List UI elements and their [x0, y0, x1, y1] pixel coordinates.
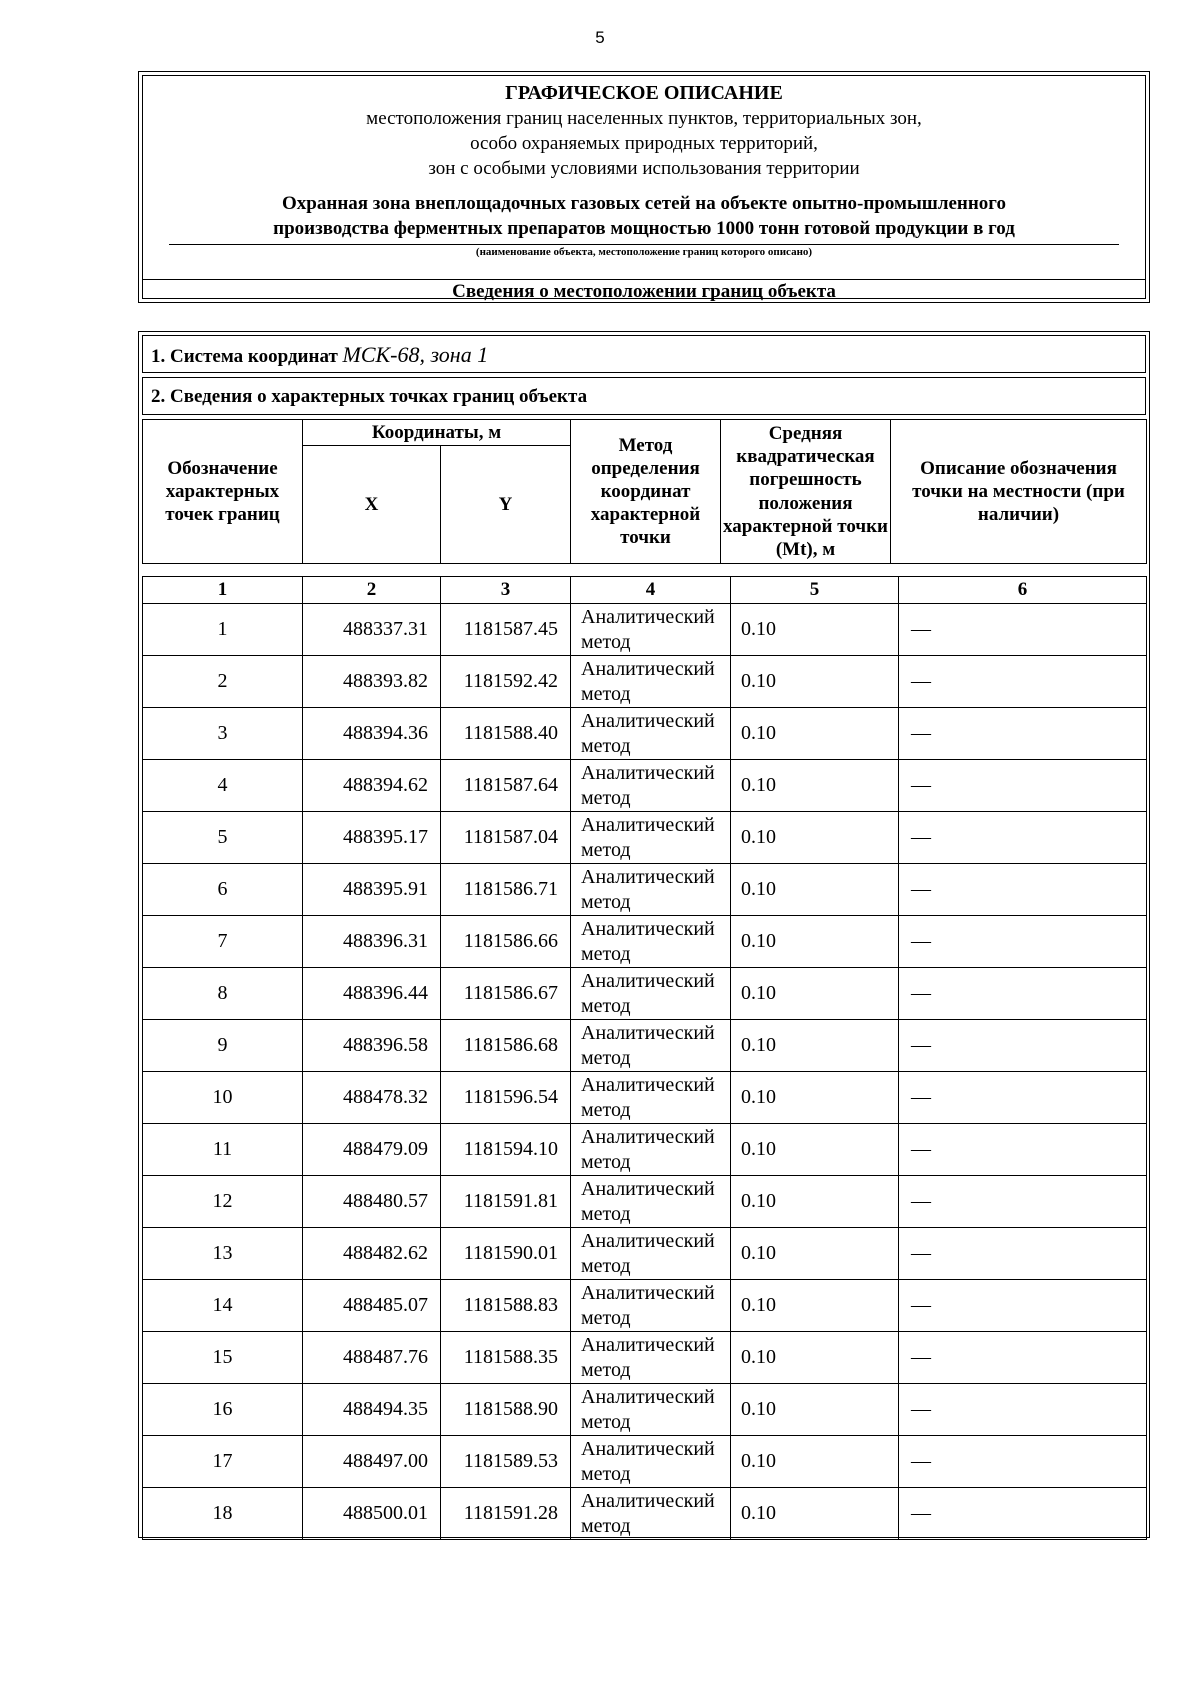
point-number: 9 — [143, 1020, 303, 1072]
header-box — [138, 71, 1150, 303]
point-description: — — [899, 1384, 1147, 1436]
point-y: 1181588.90 — [441, 1384, 571, 1436]
point-number: 6 — [143, 864, 303, 916]
point-x: 488395.17 — [303, 812, 441, 864]
table-row — [143, 1332, 1147, 1384]
table-header — [142, 419, 1147, 564]
point-x: 488396.31 — [303, 916, 441, 968]
point-method: Аналитический метод — [571, 812, 731, 864]
point-error: 0.10 — [731, 1072, 899, 1124]
point-x: 488500.01 — [303, 1488, 441, 1540]
header-error-text: Средняя квадратическая погрешность положения характерной точки (Mt), м — [723, 422, 888, 560]
point-number: 8 — [143, 968, 303, 1020]
table-row — [143, 1124, 1147, 1176]
table-row — [143, 708, 1147, 760]
table-row — [143, 1228, 1147, 1280]
table-row — [143, 1384, 1147, 1436]
point-method: Аналитический метод — [571, 1124, 731, 1176]
point-number: 11 — [143, 1124, 303, 1176]
point-number: 2 — [143, 656, 303, 708]
table-row — [143, 1488, 1147, 1540]
point-y: 1181592.42 — [441, 656, 571, 708]
point-y: 1181594.10 — [441, 1124, 571, 1176]
table-row — [143, 1280, 1147, 1332]
point-x: 488479.09 — [303, 1124, 441, 1176]
object-name-line-2: производства ферментных препаратов мощностью 1000 тонн готовой продукции в год — [273, 218, 1015, 239]
point-y: 1181591.81 — [441, 1176, 571, 1228]
point-x: 488482.62 — [303, 1228, 441, 1280]
subtitle-line-3: зон с особыми условиями использования территории — [428, 158, 860, 179]
table-row — [143, 864, 1147, 916]
point-method: Аналитический метод — [571, 1280, 731, 1332]
header-designation: Обозначение характерных точек границ — [143, 420, 303, 564]
point-y: 1181586.71 — [441, 864, 571, 916]
point-error: 0.10 — [731, 1436, 899, 1488]
point-method: Аналитический метод — [571, 1488, 731, 1540]
point-method: Аналитический метод — [571, 1436, 731, 1488]
point-x: 488396.44 — [303, 968, 441, 1020]
header-error — [721, 420, 891, 564]
point-error: 0.10 — [731, 1488, 899, 1540]
points-section-title-text: 2. Сведения о характерных точках границ объекта — [151, 386, 588, 407]
header-y: Y — [441, 446, 571, 564]
point-description: — — [899, 916, 1147, 968]
table-row — [143, 968, 1147, 1020]
point-x: 488394.36 — [303, 708, 441, 760]
points-table-box — [138, 331, 1150, 1538]
header-inner-frame — [142, 75, 1146, 302]
point-description: — — [899, 864, 1147, 916]
header-method: Метод определения координат характерной точки — [571, 420, 721, 564]
column-number: 4 — [571, 577, 731, 604]
column-number: 1 — [143, 577, 303, 604]
point-method: Аналитический метод — [571, 1020, 731, 1072]
column-number-row — [143, 577, 1147, 604]
point-method: Аналитический метод — [571, 604, 731, 656]
point-error: 0.10 — [731, 760, 899, 812]
point-error: 0.10 — [731, 1332, 899, 1384]
point-number: 12 — [143, 1176, 303, 1228]
point-description: — — [899, 1228, 1147, 1280]
point-y: 1181587.64 — [441, 760, 571, 812]
point-number: 5 — [143, 812, 303, 864]
table-row — [143, 916, 1147, 968]
header-x: X — [303, 446, 441, 564]
header-description: Описание обозначения точки на местности (при наличии) — [891, 420, 1147, 564]
point-number: 3 — [143, 708, 303, 760]
point-error: 0.10 — [731, 864, 899, 916]
point-method: Аналитический метод — [571, 1176, 731, 1228]
point-description: — — [899, 1176, 1147, 1228]
point-error: 0.10 — [731, 656, 899, 708]
point-error: 0.10 — [731, 1280, 899, 1332]
point-method: Аналитический метод — [571, 760, 731, 812]
point-y: 1181588.40 — [441, 708, 571, 760]
point-y: 1181586.68 — [441, 1020, 571, 1072]
point-method: Аналитический метод — [571, 1228, 731, 1280]
point-description: — — [899, 1332, 1147, 1384]
point-error: 0.10 — [731, 1176, 899, 1228]
point-y: 1181588.35 — [441, 1332, 571, 1384]
point-error: 0.10 — [731, 604, 899, 656]
column-number: 2 — [303, 577, 441, 604]
point-number: 10 — [143, 1072, 303, 1124]
point-description: — — [899, 1436, 1147, 1488]
point-description: — — [899, 656, 1147, 708]
column-number: 6 — [899, 577, 1147, 604]
point-method: Аналитический метод — [571, 864, 731, 916]
point-method: Аналитический метод — [571, 656, 731, 708]
table-row — [143, 1176, 1147, 1228]
point-number: 18 — [143, 1488, 303, 1540]
points-table — [142, 576, 1147, 1540]
point-error: 0.10 — [731, 1020, 899, 1072]
object-caption: (наименование объекта, местоположение границ которого описано) — [475, 246, 813, 258]
table-row — [143, 812, 1147, 864]
point-description: — — [899, 1124, 1147, 1176]
document-title: ГРАФИЧЕСКОЕ ОПИСАНИЕ — [505, 82, 783, 104]
point-description: — — [899, 760, 1147, 812]
point-x: 488497.00 — [303, 1436, 441, 1488]
coordinate-system-row — [142, 335, 1146, 373]
table-row — [143, 604, 1147, 656]
table-row — [143, 656, 1147, 708]
point-number: 15 — [143, 1332, 303, 1384]
point-x: 488337.31 — [303, 604, 441, 656]
point-x: 488480.57 — [303, 1176, 441, 1228]
table-row — [143, 760, 1147, 812]
column-number: 3 — [441, 577, 571, 604]
point-y: 1181586.66 — [441, 916, 571, 968]
point-error: 0.10 — [731, 1124, 899, 1176]
info-title: Сведения о местоположении границ объекта — [452, 281, 836, 302]
point-y: 1181591.28 — [441, 1488, 571, 1540]
subtitle-line-2: особо охраняемых природных территорий, — [470, 133, 818, 154]
table-row — [143, 1072, 1147, 1124]
table-row — [143, 1436, 1147, 1488]
point-number: 1 — [143, 604, 303, 656]
point-description: — — [899, 1280, 1147, 1332]
point-y: 1181587.04 — [441, 812, 571, 864]
point-x: 488394.62 — [303, 760, 441, 812]
point-description: — — [899, 1020, 1147, 1072]
point-number: 4 — [143, 760, 303, 812]
point-error: 0.10 — [731, 916, 899, 968]
point-y: 1181587.45 — [441, 604, 571, 656]
point-number: 14 — [143, 1280, 303, 1332]
point-x: 488485.07 — [303, 1280, 441, 1332]
object-name-line-1: Охранная зона внеплощадочных газовых сетей на объекте опытно-промышленного — [282, 193, 1006, 214]
point-number: 17 — [143, 1436, 303, 1488]
subtitle-line-1: местоположения границ населенных пунктов, территориальных зон, — [366, 108, 922, 129]
point-error: 0.10 — [731, 968, 899, 1020]
coordinate-system-value: МСК-68, зона 1 — [342, 342, 489, 367]
point-method: Аналитический метод — [571, 708, 731, 760]
point-x: 488478.32 — [303, 1072, 441, 1124]
point-description: — — [899, 604, 1147, 656]
column-number: 5 — [731, 577, 899, 604]
point-error: 0.10 — [731, 1228, 899, 1280]
point-description: — — [899, 1488, 1147, 1540]
point-description: — — [899, 1072, 1147, 1124]
point-error: 0.10 — [731, 708, 899, 760]
point-number: 16 — [143, 1384, 303, 1436]
table-row — [143, 1020, 1147, 1072]
points-section-title — [142, 377, 1146, 415]
point-description: — — [899, 968, 1147, 1020]
coordinate-system-label: 1. Система координат МСК-68, зона 1 — [151, 342, 489, 367]
point-method: Аналитический метод — [571, 1384, 731, 1436]
point-y: 1181596.54 — [441, 1072, 571, 1124]
point-x: 488487.76 — [303, 1332, 441, 1384]
point-number: 13 — [143, 1228, 303, 1280]
page-number: 5 — [595, 28, 605, 47]
point-description: — — [899, 812, 1147, 864]
point-y: 1181589.53 — [441, 1436, 571, 1488]
point-method: Аналитический метод — [571, 968, 731, 1020]
header-divider — [143, 279, 1145, 280]
point-description: — — [899, 708, 1147, 760]
point-y: 1181588.83 — [441, 1280, 571, 1332]
point-x: 488393.82 — [303, 656, 441, 708]
object-underline — [169, 244, 1119, 245]
point-method: Аналитический метод — [571, 1332, 731, 1384]
point-method: Аналитический метод — [571, 916, 731, 968]
point-error: 0.10 — [731, 812, 899, 864]
point-x: 488395.91 — [303, 864, 441, 916]
point-y: 1181590.01 — [441, 1228, 571, 1280]
point-x: 488494.35 — [303, 1384, 441, 1436]
point-number: 7 — [143, 916, 303, 968]
point-method: Аналитический метод — [571, 1072, 731, 1124]
header-coordinates: Координаты, м — [303, 420, 571, 446]
point-x: 488396.58 — [303, 1020, 441, 1072]
point-error: 0.10 — [731, 1384, 899, 1436]
point-y: 1181586.67 — [441, 968, 571, 1020]
